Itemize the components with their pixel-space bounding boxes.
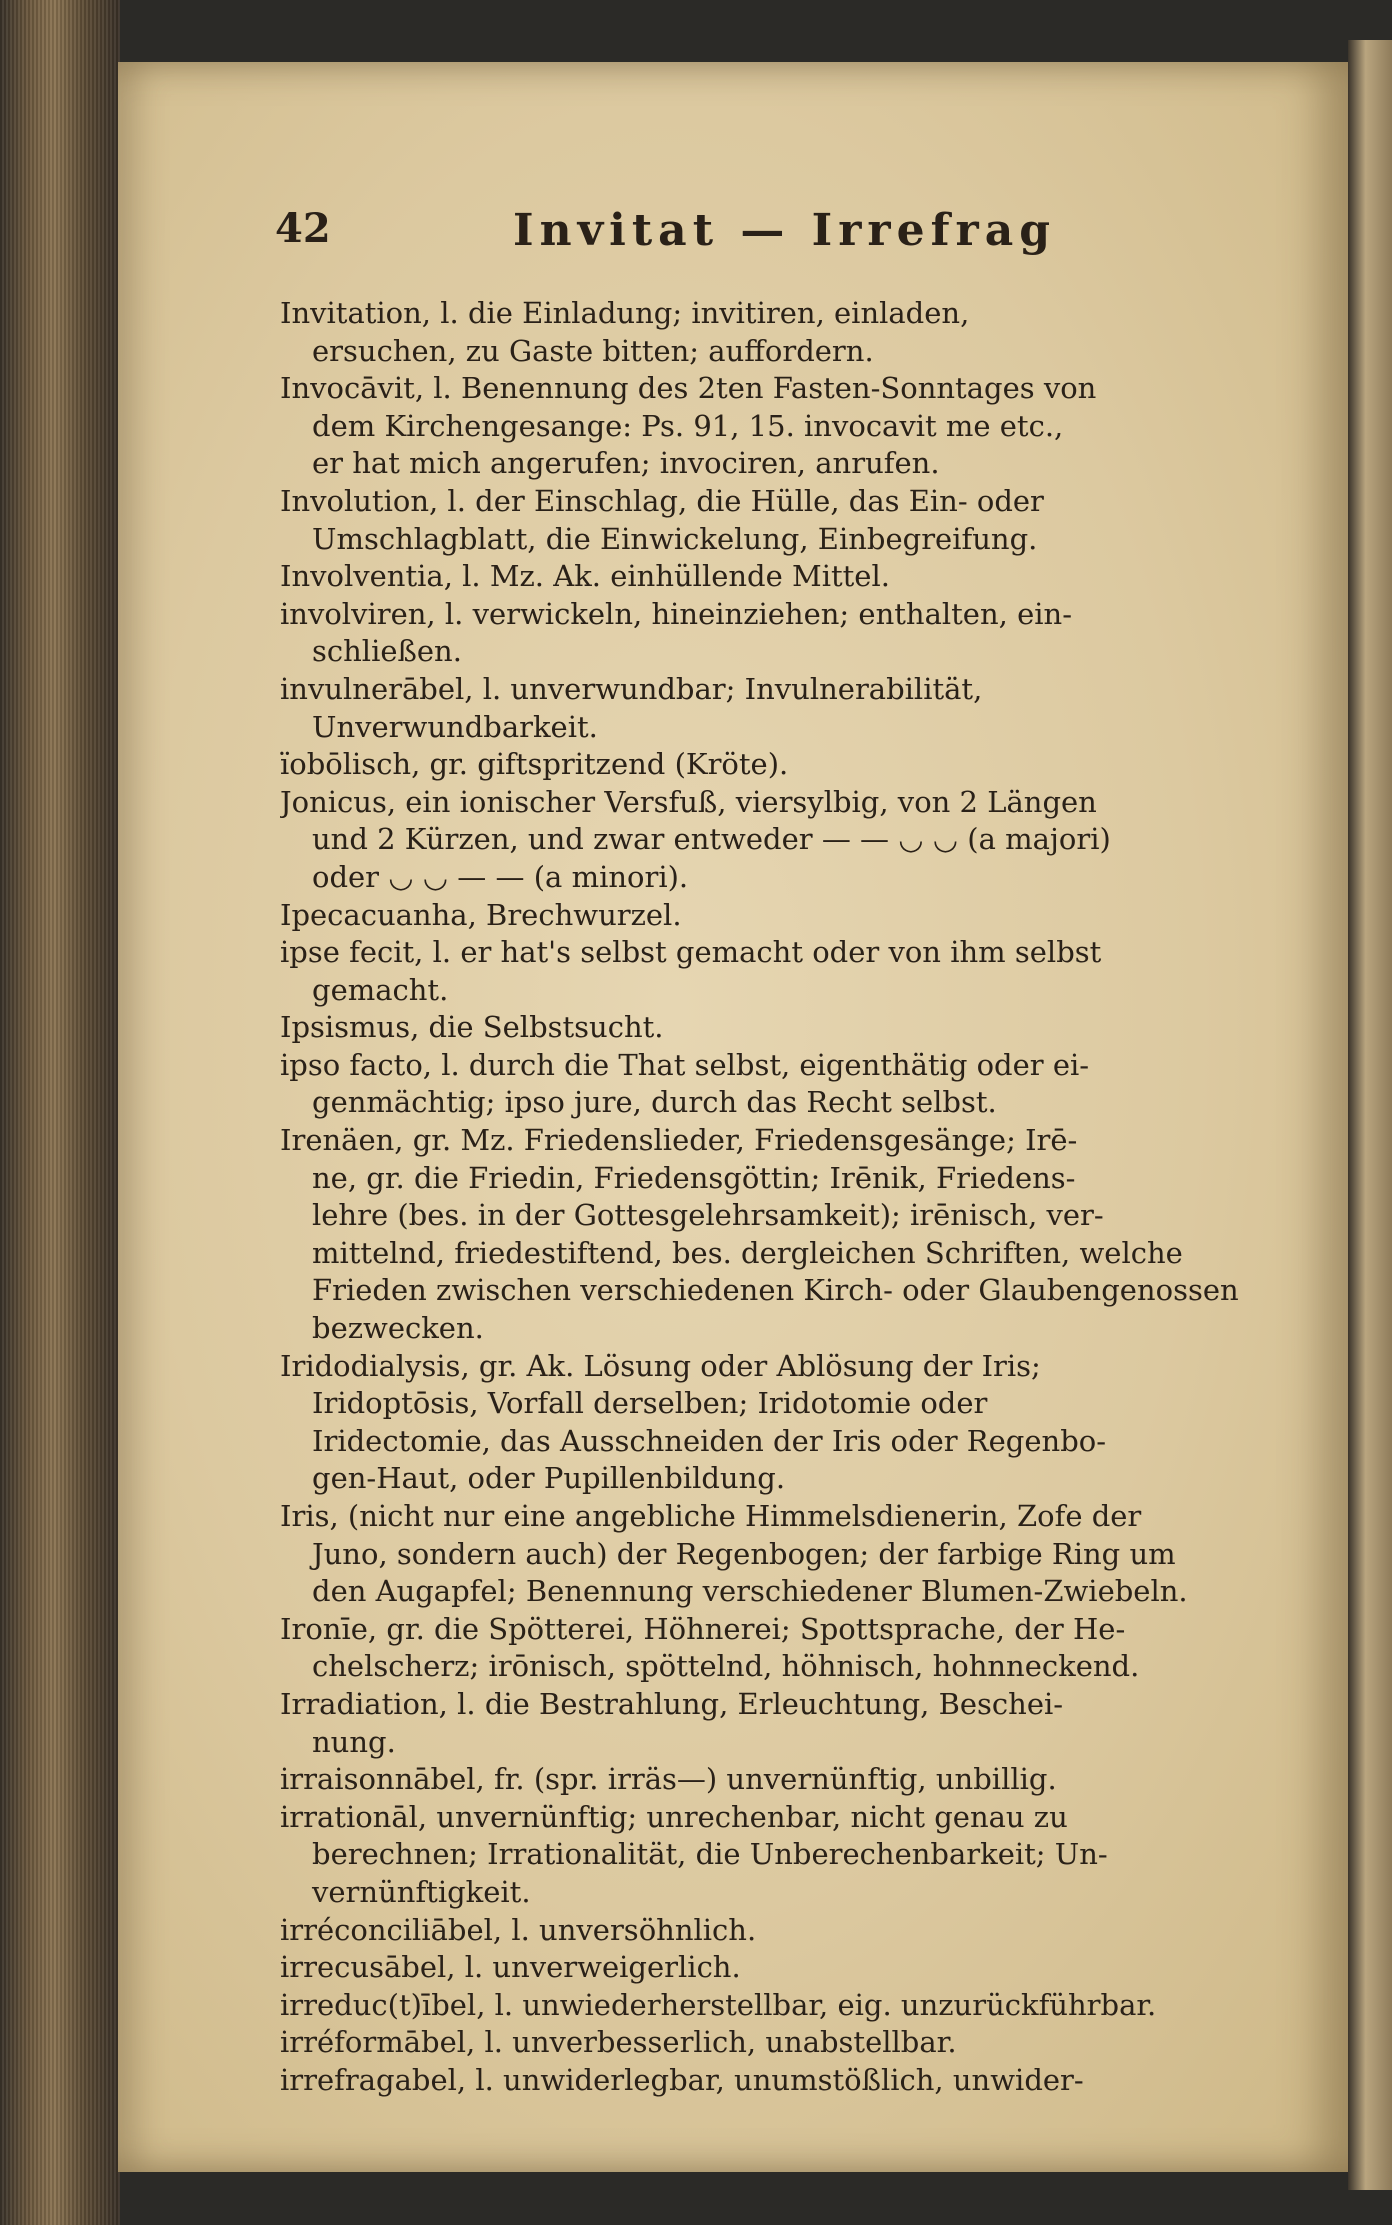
entry-line: Jonicus, ein ionischer Versfuß, viersylbig, von 2 Längen (280, 784, 1097, 819)
entry-line: Irenäen, gr. Mz. Friedenslieder, Friedensgesänge; Irē- (280, 1123, 1078, 1158)
entry-line: irrationāl, unvernünftig; unrechenbar, nicht genau zu (280, 1799, 1068, 1834)
dictionary-entry (280, 295, 1260, 370)
entry-line: gemacht. (312, 972, 449, 1007)
entry-line: bezwecken. (312, 1311, 484, 1346)
entry-line: Iris, (nicht nur eine angebliche Himmelsdienerin, Zofe der (280, 1499, 1142, 1533)
dictionary-entry (280, 1686, 1260, 1761)
page-header (275, 205, 1056, 275)
entry-line: Involution, l. der Einschlag, die Hülle, das Ein- oder (280, 483, 1044, 518)
entry-line: Ipsismus, die Selbstsucht. (280, 1010, 664, 1045)
entry-line: irraisonnābel, fr. (spr. irräs—) unvernünftig, unbillig. (280, 1762, 1057, 1797)
dictionary-entry (280, 370, 1260, 483)
entry-line: irréformābel, l. unverbesserlich, unabstellbar. (280, 2025, 957, 2060)
dictionary-entry (280, 1761, 1260, 1799)
dictionary-entry (280, 1799, 1260, 1912)
entry-line: chelscherz; irōnisch, spöttelnd, höhnisch, hohnneckend. (312, 1649, 1140, 1684)
dictionary-entry (280, 483, 1260, 558)
page-number: 42 (275, 205, 331, 252)
entry-line: Juno, sondern auch) der Regenbogen; der farbige Ring um (312, 1536, 1176, 1571)
entry-line: berechnen; Irrationalität, die Unberechenbarkeit; Un- (312, 1837, 1108, 1872)
entry-line: Iridoptōsis, Vorfall derselben; Iridotomie oder (312, 1386, 988, 1421)
entry-line: Iridectomie, das Ausschneiden der Iris oder Regenbo- (312, 1423, 1107, 1458)
entry-line: Involventia, l. Mz. Ak. einhüllende Mittel. (280, 559, 890, 594)
dictionary-entry (280, 1348, 1260, 1498)
entry-line: Irradiation, l. die Bestrahlung, Erleuchtung, Beschei- (280, 1686, 1064, 1721)
entry-line: Umschlagblatt, die Einwickelung, Einbegreifung. (312, 521, 1038, 556)
entry-line: gen-Haut, oder Pupillenbildung. (312, 1461, 786, 1496)
dictionary-entry (280, 596, 1260, 671)
entry-line: Iridodialysis, gr. Ak. Lösung oder Ablösung der Iris; (280, 1348, 1041, 1383)
entry-line: ne, gr. die Friedin, Friedensgöttin; Irēnik, Friedens- (312, 1160, 1076, 1195)
dictionary-entry (280, 897, 1260, 935)
entry-line: ïobōlisch, gr. giftspritzend (Kröte). (280, 747, 789, 782)
entry-line: irrecusābel, l. unverweigerlich. (280, 1950, 741, 1985)
dictionary-entries (280, 295, 1260, 2100)
dictionary-entry (280, 746, 1260, 784)
entry-line: Ironīe, gr. die Spötterei, Höhnerei; Spottsprache, der He- (280, 1611, 1126, 1646)
entry-line: schließen. (312, 634, 462, 669)
dictionary-entry (280, 1949, 1260, 1987)
entry-line: Frieden zwischen verschiedenen Kirch- oder Glaubengenossen (312, 1273, 1239, 1308)
dictionary-entry (280, 1611, 1260, 1686)
dictionary-entry (280, 2062, 1260, 2100)
entry-line: mittelnd, friedestiftend, bes. dergleichen Schriften, welche (312, 1235, 1183, 1270)
entry-line: vernünftigkeit. (312, 1874, 531, 1909)
entry-line: dem Kirchengesange: Ps. 91, 15. invocavit me etc., (312, 408, 1064, 443)
entry-line: er hat mich angerufen; invociren, anrufen. (312, 446, 940, 481)
book-page-edges (0, 0, 120, 2225)
dictionary-entry (280, 1912, 1260, 1950)
dictionary-entry (280, 671, 1260, 746)
entry-line: den Augapfel; Benennung verschiedener Blumen-Zwiebeln. (312, 1574, 1188, 1609)
entry-line: ersuchen, zu Gaste bitten; auffordern. (312, 333, 874, 368)
dictionary-entry (280, 1009, 1260, 1047)
entry-line: oder ◡ ◡ — — (a minori). (312, 859, 689, 894)
entry-line: involviren, l. verwickeln, hineinziehen; enthalten, ein- (280, 596, 1072, 631)
entry-line: Invitation, l. die Einladung; invitiren, einladen, (280, 296, 970, 330)
entry-line: irreduc(t)ībel, l. unwiederherstellbar, eig. unzurückführbar. (280, 1987, 1157, 2022)
entry-line: ipse fecit, l. er hat's selbst gemacht oder von ihm selbst (280, 935, 1102, 970)
entry-line: Unverwundbarkeit. (312, 709, 598, 744)
entry-line: lehre (bes. in der Gottesgelehrsamkeit); irēnisch, ver- (312, 1198, 1104, 1233)
dictionary-entry (280, 934, 1260, 1009)
entry-line: ipso facto, l. durch die That selbst, eigenthätig oder ei- (280, 1047, 1090, 1082)
entry-line: Ipecacuanha, Brechwurzel. (280, 897, 682, 932)
dictionary-entry (280, 1047, 1260, 1122)
dictionary-entry (280, 784, 1260, 897)
dictionary-entry (280, 2024, 1260, 2062)
dictionary-entry (280, 558, 1260, 596)
entry-line: irréconciliābel, l. unversöhnlich. (280, 1912, 757, 1947)
dictionary-entry (280, 1498, 1260, 1611)
entry-line: irrefragabel, l. unwiderlegbar, unumstößlich, unwider- (280, 2062, 1084, 2097)
dictionary-entry (280, 1987, 1260, 2025)
entry-line: invulnerābel, l. unverwundbar; Invulnerabilität, (280, 671, 983, 706)
entry-line: und 2 Kürzen, und zwar entweder — — ◡ ◡ (a majori) (312, 822, 1111, 857)
dictionary-entry (280, 1122, 1260, 1348)
entry-line: nung. (312, 1724, 396, 1759)
entry-line: genmächtig; ipso jure, durch das Recht selbst. (312, 1085, 997, 1120)
facing-page-edge (1348, 40, 1392, 2190)
running-head: Invitat — Irrefrag (513, 205, 1056, 256)
entry-line: Invocāvit, l. Benennung des 2ten Fasten-Sonntages von (280, 371, 1097, 406)
